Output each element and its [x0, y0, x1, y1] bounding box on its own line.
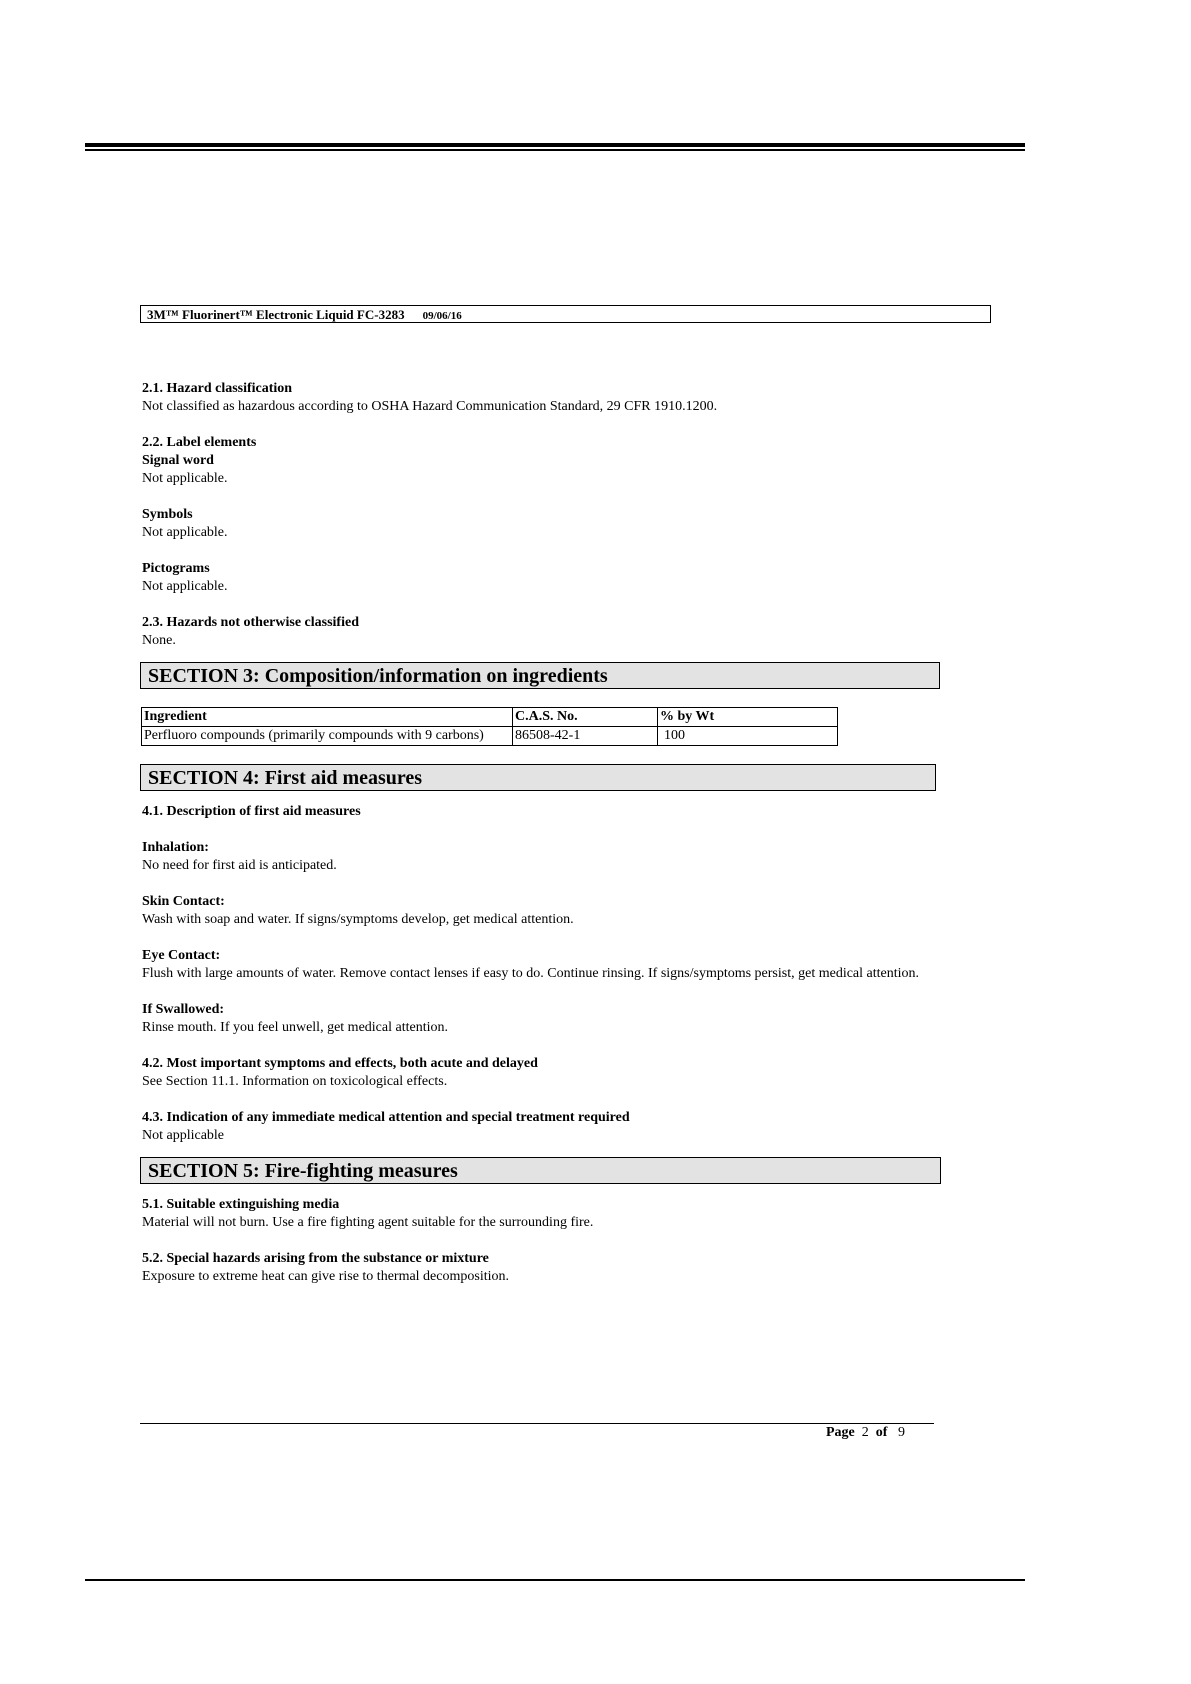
swallowed-label: If Swallowed: — [142, 1002, 225, 1017]
of-word: of — [875, 1425, 888, 1440]
section-4-heading: SECTION 4: First aid measures — [140, 764, 936, 791]
heading-2-1: 2.1. Hazard classification — [142, 381, 293, 396]
skin-contact-text: Wash with soap and water. If signs/symptoms develop, get medical attention. — [142, 912, 574, 927]
heading-4-3: 4.3. Indication of any immediate medical attention and special treatment required — [142, 1110, 630, 1125]
inhalation-label: Inhalation: — [142, 840, 209, 855]
col-cas: C.A.S. No. — [513, 708, 658, 727]
section-5-heading: SECTION 5: Fire-fighting measures — [140, 1157, 941, 1184]
heading-4-1: 4.1. Description of first aid measures — [142, 804, 361, 819]
heading-2-3: 2.3. Hazards not otherwise classified — [142, 615, 359, 630]
table-row — [142, 727, 838, 746]
pictograms-label: Pictograms — [142, 561, 210, 576]
signal-word-label: Signal word — [142, 453, 214, 468]
eye-contact-text: Flush with large amounts of water. Remove contact lenses if easy to do. Continue rinsing. If signs/symptoms persist, get medical attention. — [142, 966, 920, 981]
text-4-2: See Section 11.1. Information on toxicological effects. — [142, 1074, 448, 1089]
bottom-rule — [85, 1579, 1025, 1581]
heading-5-1: 5.1. Suitable extinguishing media — [142, 1197, 340, 1212]
document-body — [142, 380, 982, 1286]
page-indicator — [826, 1425, 905, 1441]
symbols-label: Symbols — [142, 507, 193, 522]
ingredients-table — [141, 707, 838, 746]
header-date: 09/06/16 — [422, 310, 462, 322]
cell-cas: 86508-42-1 — [513, 727, 658, 746]
eye-contact-label: Eye Contact: — [142, 948, 221, 963]
page-number: 2 — [861, 1425, 869, 1440]
top-rule-thin — [85, 149, 1025, 151]
text-4-3: Not applicable — [142, 1128, 225, 1143]
text-2-3: None. — [142, 633, 176, 648]
skin-contact-label: Skin Contact: — [142, 894, 225, 909]
cell-percent: 100 — [658, 727, 838, 746]
col-percent: % by Wt — [658, 708, 838, 727]
signal-word-value: Not applicable. — [142, 471, 228, 486]
text-2-1: Not classified as hazardous according to OSHA Hazard Communication Standard, 29 CFR 1910.1200. — [142, 399, 718, 414]
text-5-2: Exposure to extreme heat can give rise to thermal decomposition. — [142, 1269, 509, 1284]
footer-rule — [140, 1423, 934, 1424]
top-rule — [85, 143, 1025, 147]
table-header-row — [142, 708, 838, 727]
inhalation-text: No need for first aid is anticipated. — [142, 858, 337, 873]
heading-2-2: 2.2. Label elements — [142, 435, 257, 450]
document-header — [140, 305, 991, 323]
pictograms-value: Not applicable. — [142, 579, 228, 594]
swallowed-text: Rinse mouth. If you feel unwell, get medical attention. — [142, 1020, 448, 1035]
heading-5-2: 5.2. Special hazards arising from the substance or mixture — [142, 1251, 489, 1266]
cell-ingredient: Perfluoro compounds (primarily compounds with 9 carbons) — [142, 727, 513, 746]
page-word: Page — [826, 1425, 855, 1440]
text-5-1: Material will not burn. Use a fire fighting agent suitable for the surrounding fire. — [142, 1215, 594, 1230]
heading-4-2: 4.2. Most important symptoms and effects, both acute and delayed — [142, 1056, 538, 1071]
section-3-heading: SECTION 3: Composition/information on ingredients — [140, 662, 940, 689]
page-total: 9 — [897, 1425, 905, 1440]
col-ingredient: Ingredient — [142, 708, 513, 727]
product-name: 3M™ Fluorinert™ Electronic Liquid FC-3283 — [147, 307, 405, 322]
symbols-value: Not applicable. — [142, 525, 228, 540]
